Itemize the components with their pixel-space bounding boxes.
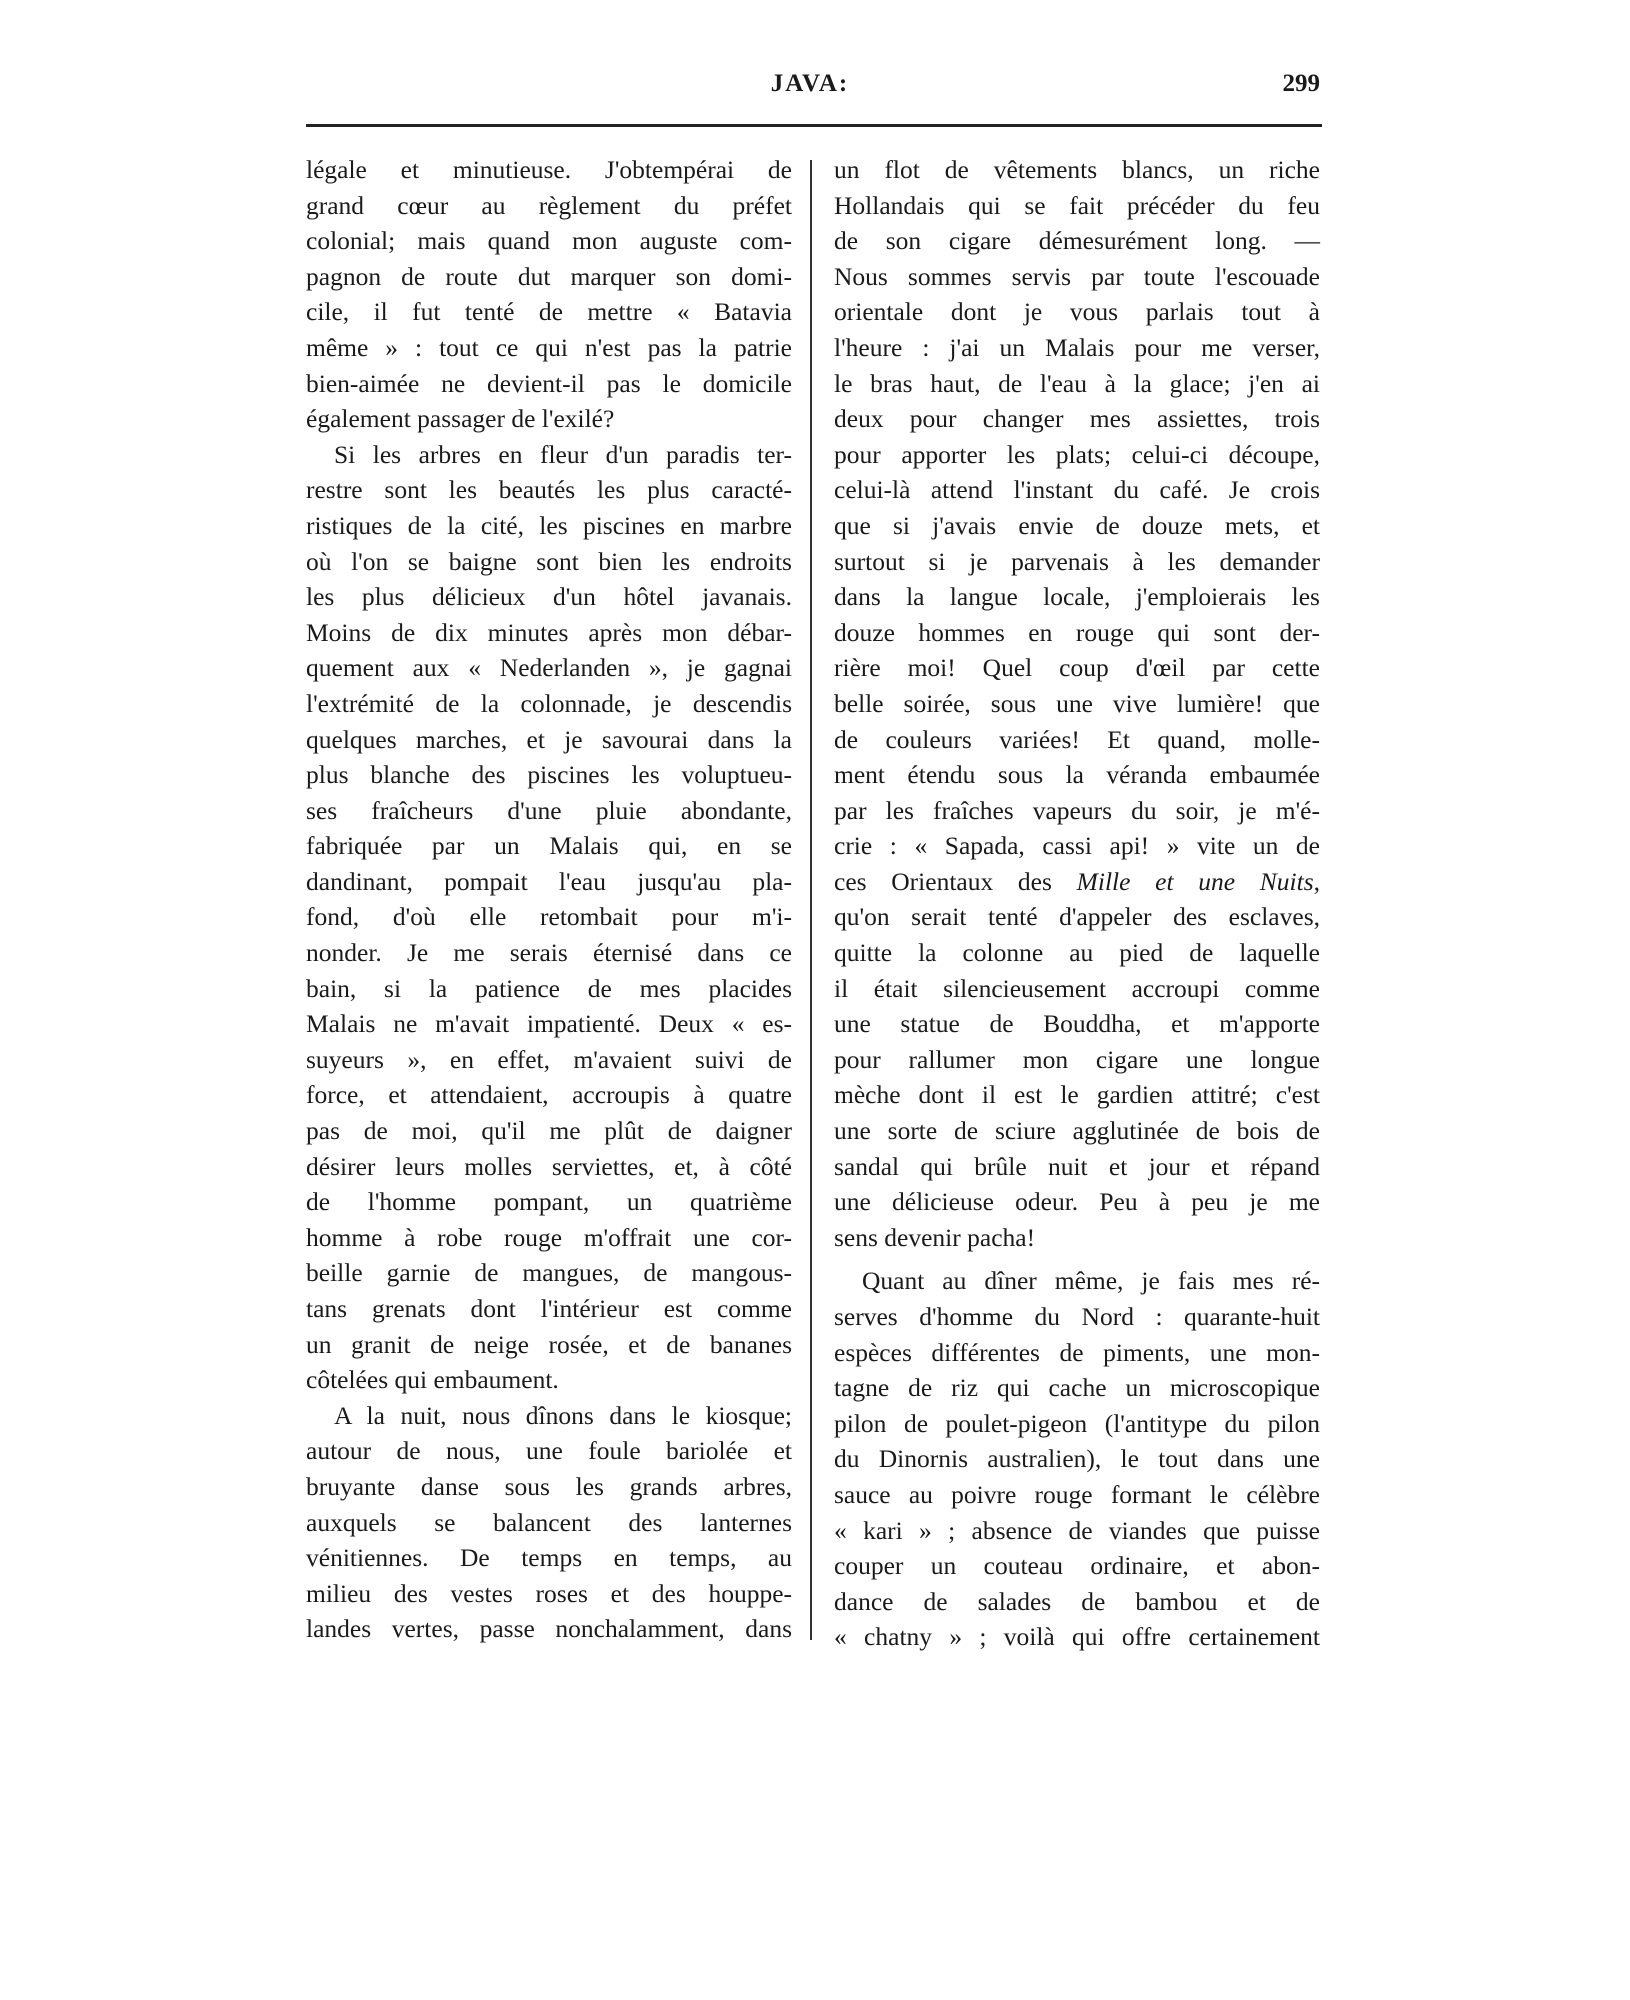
running-header-title: JAVA:: [770, 70, 850, 97]
line-text: du Dinornis australien), le tout dans une: [834, 1444, 1320, 1474]
line-text: pilon de poulet-pigeon (l'antitype du pilon: [834, 1408, 1320, 1438]
text-line: [306, 1398, 792, 1434]
line-text: un flot de vêtements blancs, un riche: [834, 155, 1320, 184]
text-line: [834, 757, 1320, 793]
text-line: [834, 722, 1320, 758]
text-line: [834, 686, 1320, 722]
line-text: pagnon de route dut marquer son domi-: [306, 261, 792, 291]
line-text: où l'on se baigne sont bien les endroits: [306, 546, 792, 576]
text-line: [834, 650, 1320, 686]
text-line: [834, 294, 1320, 330]
text-line: [834, 259, 1320, 295]
text-line: [834, 508, 1320, 544]
text-line: [306, 1255, 792, 1291]
line-text: fabriquée par un Malais qui, en se: [306, 831, 792, 861]
text-line: [306, 1184, 792, 1220]
text-line: [834, 1584, 1320, 1620]
line-text: belle soirée, sous une vive lumière! que: [834, 688, 1320, 718]
text-line: [306, 294, 792, 330]
text-line: [834, 472, 1320, 508]
text-line: [306, 899, 792, 935]
line-text: vénitiennes. De temps en temps, au: [306, 1543, 792, 1573]
line-text: pour rallumer mon cigare une longue: [834, 1044, 1320, 1074]
text-line: [306, 152, 792, 188]
text-line: [834, 579, 1320, 615]
text-line: [834, 1220, 1320, 1256]
text-line: [306, 188, 792, 224]
line-text: dandinant, pompait l'eau jusqu'au pla-: [306, 866, 792, 896]
text-line: [834, 223, 1320, 259]
line-text: Nous sommes servis par toute l'escouade: [834, 261, 1320, 291]
text-line: [834, 971, 1320, 1007]
line-text: mèche dont il est le gardien attitré; c'est: [834, 1080, 1320, 1110]
line-text: surtout si je parvenais à les demander: [834, 546, 1320, 576]
text-line: [306, 1042, 792, 1078]
line-text: l'extrémité de la colonnade, je descendis: [306, 688, 792, 718]
line-text: beille garnie de mangues, de mangous-: [306, 1258, 792, 1288]
line-text: pour apporter les plats; celui-ci découpe,: [834, 439, 1320, 469]
line-text: une délicieuse odeur. Peu à peu je me: [834, 1187, 1320, 1217]
text-line: [306, 401, 792, 437]
text-line: [306, 330, 792, 366]
text-line: [306, 793, 792, 829]
text-line: [834, 437, 1320, 473]
text-line: [834, 1513, 1320, 1549]
line-text: rière moi! Quel coup d'œil par cette: [834, 653, 1320, 683]
text-line: [834, 188, 1320, 224]
line-text: quement aux « Nederlanden », je gagnai: [306, 653, 792, 683]
text-line: [306, 971, 792, 1007]
line-text: de son cigare démesurément long. —: [834, 226, 1320, 256]
text-line: [834, 1299, 1320, 1335]
text-line: [306, 1006, 792, 1042]
line-text: désirer leurs molles serviettes, et, à côté: [306, 1151, 792, 1181]
line-text-after: ,: [1313, 866, 1320, 896]
text-line: [306, 1433, 792, 1469]
text-line: [834, 1184, 1320, 1220]
line-text: sens devenir pacha!: [834, 1222, 1036, 1252]
line-text: celui-là attend l'instant du café. Je crois: [834, 475, 1320, 505]
line-text: quelques marches, et je savourai dans la: [306, 724, 792, 754]
text-line: [306, 1291, 792, 1327]
text-line: [834, 1263, 1320, 1299]
line-text: plus blanche des piscines les voluptueu-: [306, 760, 792, 790]
text-line: [306, 1469, 792, 1505]
paragraph-gap: [834, 1255, 1320, 1263]
line-text: également passager de l'exilé?: [306, 404, 615, 434]
text-line: [834, 1477, 1320, 1513]
line-text: le bras haut, de l'eau à la glace; j'en ai: [834, 368, 1320, 398]
line-text: Malais ne m'avait impatienté. Deux « es-: [306, 1009, 792, 1039]
line-text: espèces différentes de piments, une mon-: [834, 1337, 1320, 1367]
text-line: [306, 615, 792, 651]
text-line: [834, 615, 1320, 651]
line-text: colonial; mais quand mon auguste com-: [306, 226, 792, 256]
page-number: 299: [1282, 70, 1320, 97]
line-text: Hollandais qui se fait précéder du feu: [834, 190, 1320, 220]
text-line: [834, 899, 1320, 935]
text-line: [306, 1362, 792, 1398]
line-text: il était silencieusement accroupi comme: [834, 973, 1320, 1003]
line-text: un granit de neige rosée, et de bananes: [306, 1329, 792, 1359]
line-text: dans la langue locale, j'emploierais les: [834, 582, 1320, 612]
line-text: autour de nous, une foule bariolée et: [306, 1436, 792, 1466]
text-line: [306, 1505, 792, 1541]
line-text: homme à robe rouge m'offrait une cor-: [306, 1222, 792, 1252]
text-line: [306, 1611, 792, 1647]
text-line: [306, 1220, 792, 1256]
italic-title: Mille et une Nuits: [1076, 866, 1314, 896]
text-line: [834, 1370, 1320, 1406]
text-line: [306, 757, 792, 793]
line-text: milieu des vestes roses et des houppe-: [306, 1578, 792, 1608]
line-text: côtelées qui embaument.: [306, 1365, 559, 1395]
line-text: crie : « Sapada, cassi api! » vite un de: [834, 831, 1320, 861]
line-text: cile, il fut tenté de mettre « Batavia: [306, 297, 792, 327]
left-column: [306, 152, 792, 1647]
text-line: [834, 935, 1320, 971]
header-rule: [306, 124, 1322, 127]
text-line: [306, 579, 792, 615]
text-line: [306, 1149, 792, 1185]
text-line: [306, 544, 792, 580]
line-text: même » : tout ce qui n'est pas la patrie: [306, 332, 792, 362]
line-text: sauce au poivre rouge formant le célèbre: [834, 1479, 1320, 1509]
line-text: de couleurs variées! Et quand, molle-: [834, 724, 1320, 754]
text-line: [306, 1540, 792, 1576]
text-line: [306, 508, 792, 544]
line-text: de l'homme pompant, un quatrième: [306, 1187, 792, 1217]
text-line: [834, 1149, 1320, 1185]
text-line: [834, 1006, 1320, 1042]
text-line: [306, 686, 792, 722]
text-line: [306, 650, 792, 686]
text-line: [306, 1113, 792, 1149]
text-line: [834, 401, 1320, 437]
line-text: quitte la colonne au pied de laquelle: [834, 938, 1320, 968]
line-text: deux pour changer mes assiettes, trois: [834, 404, 1320, 434]
line-text: bien-aimée ne devient-il pas le domicile: [306, 368, 792, 398]
line-text: orientale dont je vous parlais tout à: [834, 297, 1320, 327]
text-line: [834, 152, 1320, 188]
text-line: [834, 1335, 1320, 1371]
line-text: tans grenats dont l'intérieur est comme: [306, 1294, 792, 1323]
line-text: force, et attendaient, accroupis à quatre: [306, 1080, 792, 1110]
line-text: ment étendu sous la véranda embaumée: [834, 760, 1320, 790]
line-text: par les fraîches vapeurs du soir, je m'é-: [834, 795, 1320, 825]
line-text: les plus délicieux d'un hôtel javanais.: [306, 582, 792, 612]
line-text: que si j'avais envie de douze mets, et: [834, 510, 1320, 540]
line-text: A la nuit, nous dînons dans le kiosque;: [334, 1400, 792, 1430]
line-text: fond, d'où elle retombait pour m'i-: [306, 902, 792, 932]
line-text: dance de salades de bambou et de: [834, 1586, 1320, 1616]
text-line: [834, 1113, 1320, 1149]
line-text: sandal qui brûle nuit et jour et répand: [834, 1151, 1320, 1181]
text-line: [834, 1077, 1320, 1113]
column-divider: [810, 160, 812, 1640]
line-text: suyeurs », en effet, m'avaient suivi de: [306, 1044, 792, 1074]
line-text: ristiques de la cité, les piscines en marbre: [306, 510, 792, 540]
text-line: [834, 366, 1320, 402]
line-text: bain, si la patience de mes placides: [306, 973, 792, 1003]
line-text: légale et minutieuse. J'obtempérai de: [306, 155, 792, 184]
line-text: ses fraîcheurs d'une pluie abondante,: [306, 795, 792, 825]
text-line: [306, 223, 792, 259]
text-line: [306, 828, 792, 864]
line-text: Si les arbres en fleur d'un paradis ter-: [334, 439, 792, 469]
line-text: restre sont les beautés les plus caracté-: [306, 475, 792, 505]
line-text: serves d'homme du Nord : quarante-huit: [834, 1302, 1320, 1331]
text-line: [306, 259, 792, 295]
line-text: nonder. Je me serais éternisé dans ce: [306, 938, 792, 968]
text-line: [306, 1077, 792, 1113]
line-text: auxquels se balancent des lanternes: [306, 1507, 792, 1537]
text-line: [834, 1441, 1320, 1477]
line-text: bruyante danse sous les grands arbres,: [306, 1471, 792, 1501]
line-text: « kari » ; absence de viandes que puisse: [834, 1515, 1320, 1545]
line-text: landes vertes, passe nonchalamment, dans: [306, 1614, 792, 1644]
line-text: qu'on serait tenté d'appeler des esclaves,: [834, 902, 1320, 932]
line-text: Quant au dîner même, je fais mes ré-: [862, 1266, 1320, 1296]
line-text: « chatny » ; voilà qui offre certainement: [834, 1622, 1320, 1652]
text-line: [834, 1406, 1320, 1442]
line-text: Moins de dix minutes après mon débar-: [306, 617, 792, 647]
line-text: grand cœur au règlement du préfet: [306, 190, 792, 220]
text-line: [306, 1576, 792, 1612]
text-line: [834, 1548, 1320, 1584]
line-text: pas de moi, qu'il me plût de daigner: [306, 1116, 792, 1146]
line-text: couper un couteau ordinaire, et abon-: [834, 1551, 1320, 1581]
text-line: [306, 437, 792, 473]
right-column: [834, 152, 1320, 1655]
text-line: [834, 828, 1320, 864]
line-text: douze hommes en rouge qui sont der-: [834, 617, 1320, 647]
text-line: [834, 1042, 1320, 1078]
text-line: [834, 793, 1320, 829]
line-text: une sorte de sciure agglutinée de bois de: [834, 1116, 1320, 1146]
text-line: [306, 1327, 792, 1363]
text-line: [306, 864, 792, 900]
text-line: [306, 722, 792, 758]
text-line: [306, 472, 792, 508]
text-line: [306, 935, 792, 971]
text-line: [834, 330, 1320, 366]
text-line: [834, 544, 1320, 580]
line-text: une statue de Bouddha, et m'apporte: [834, 1009, 1320, 1039]
text-line: [834, 864, 1320, 900]
line-text: tagne de riz qui cache un microscopique: [834, 1373, 1320, 1403]
line-text: ces Orientaux des: [834, 866, 1052, 896]
text-line: [834, 1619, 1320, 1655]
text-line: [306, 366, 792, 402]
line-text: l'heure : j'ai un Malais pour me verser,: [834, 332, 1320, 362]
